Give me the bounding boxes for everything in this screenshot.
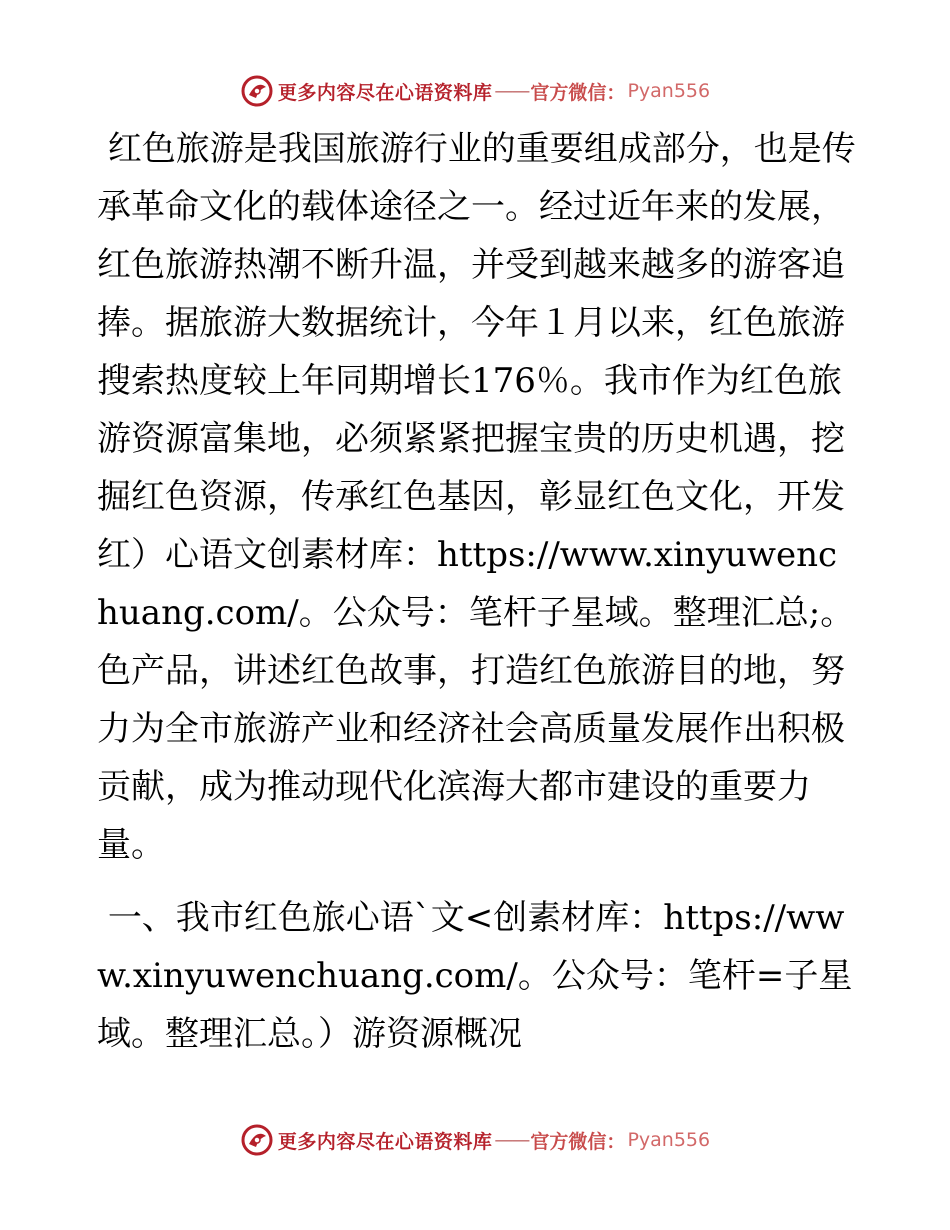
footer-watermark-banner: [0, 1123, 950, 1157]
brand-logo-icon: [240, 1123, 274, 1157]
brand-logo-icon: [240, 74, 274, 108]
banner-wechat-label: 官方微信：: [530, 1130, 626, 1153]
header-watermark-banner: [0, 74, 950, 108]
banner-main-text: 更多内容尽在心语资料库: [277, 81, 493, 104]
banner-dash: ——: [494, 80, 529, 102]
banner-wechat-id: Pyan556: [627, 1129, 711, 1151]
paragraph-intro: 红色旅游是我国旅游行业的重要组成部分，也是传承革命文化的载体途径之一。经过近年来的发展，红色旅游热潮不断升温，并受到越来越多的游客追捧。据旅游大数据统计，今年１月以来，红色旅游搜索热度较上年同期增长176％。我市作为红色旅游资源富集地，必须紧紧把握宝贵的历史机遇，挖掘红色资源，传承红色基因，彰显红色文化，开发红）心语文创素材库：https://www.xinyuwenchuang.com/。公众号：笔杆子星域。整理汇总;。色产品，讲述红色故事，打造红色旅游目的地，努力为全市旅游产业和经济社会高质量发展作出积极贡献，成为推动现代化滨海大都市建设的重要力量。: [97, 129, 856, 865]
document-body: [97, 120, 857, 1063]
banner-wechat-label: 官方微信：: [530, 81, 626, 104]
banner-main-text: 更多内容尽在心语资料库: [277, 1130, 493, 1153]
banner-dash: ——: [494, 1129, 529, 1151]
banner-wechat-id: Pyan556: [627, 80, 711, 102]
paragraph-section-heading: 一、我市红色旅心语`文<创素材库：https://www.xinyuwenchuang.com/。公众号：笔杆=子星域。整理汇总。）游资源概况: [97, 898, 853, 1054]
